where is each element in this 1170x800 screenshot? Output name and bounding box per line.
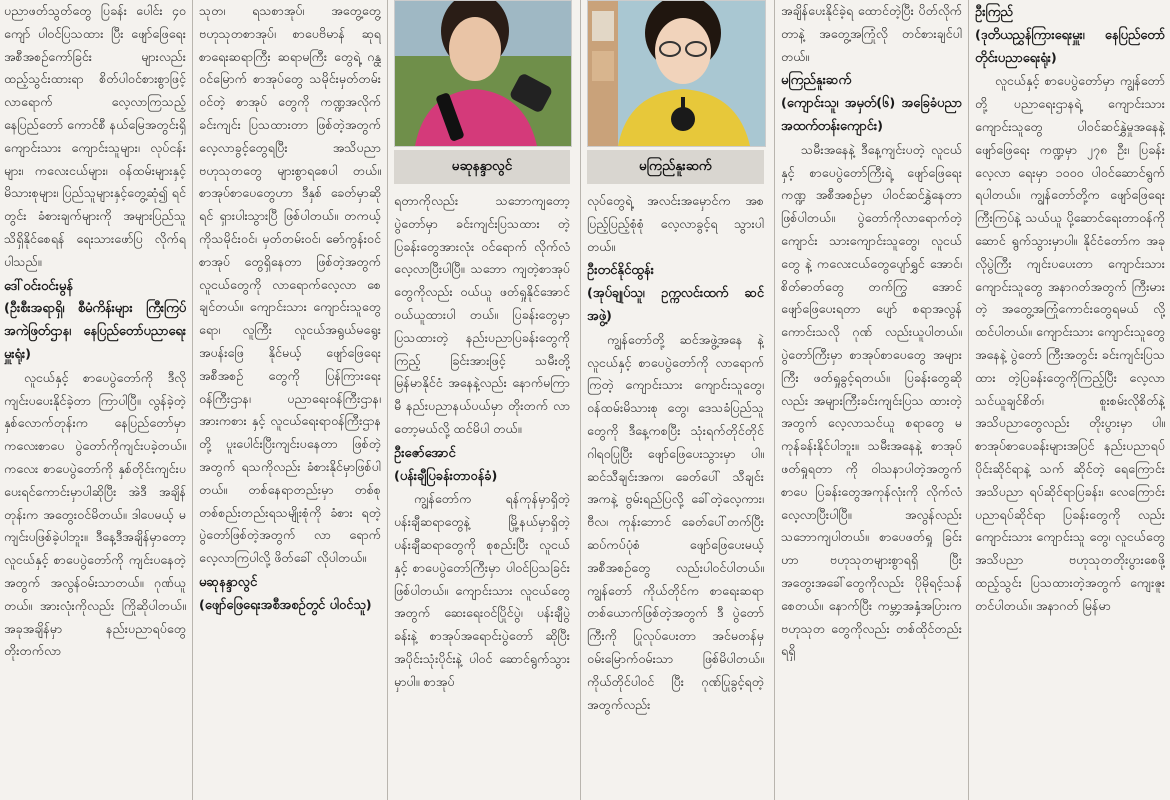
article-paragraph: လုပ်တွေရဲ့ အလင်းအမှောင်က အစ ပြည့်ပြည့်စုံစုံ လေ့လာခွင့်ရ သွားပါတယ်။ [587,193,764,254]
article-paragraph: သုတ၊ ရသစာအုပ်၊ အတွေ့တွေ့ ဗဟုသုတစာအုပ်၊ စာပေဗိမာန် ဆုရစာရေးဆရာကြီး ဆရာမကြီး တွေရဲ့ ဂန္ထဝင်မြောက် စာအုပ်တွေ သမိုင်းမှတ်တမ်းဝင်တဲ့ စာအုပ် တွေကို ကဏ္ဍအလိုက် ခင်းကျင်း ပြသထားတာ ဖြစ်တဲ့အတွက် လေ့လာခွင့်တွေရပြီး အသိပညာ ဗဟုသုတတွေ များစွာရစေပါ တယ်။ စာအုပ်စာပေတွေဟာ ဒီနှစ် ခေတ်မှာဆိုရင် ရှားပါးသွားပြီ ဖြစ်ပါတယ်။ တကယ့်ကိုသမိုင်းဝင်၊ မှတ်တမ်းဝင်၊ ဓော်ကွန်းဝင်စာအုပ် တွေရှိနေတာ ဖြစ်တဲ့အတွက် လူငယ်တွေကို လာရောက်လေ့လာ စေချင်တယ်။ ကျောင်းသား ကျောင်းသူတွေရော၊ လူကြီး လူငယ်အရွယ်မရွေး အပန်းဖြေ နိုင်မယ့် ဖျော်ဖြေရေးအစီအစဉ် တွေကို ပြန်ကြားရေးဝန်ကြီးဌာန၊ ပညာရေးဝန်ကြီးဌာန၊ အားကစား နှင့် လူငယ်ရေးရာဝန်ကြီးဌာနတို့ ပူးပေါင်းပြီးကျင်းပနေတာ ဖြစ်တဲ့ အတွက် ရသကိုလည်း ခံစားနိုင်မှာဖြစ်ပါ တယ်။ တစ်နေရာတည်းမှာ တစ်စု တစ်စည်းတည်းရသမျိုးစုံကို ခံစား ရတဲ့ ပွဲတော်ဖြစ်တဲ့အတွက် လာ ရောက်လေ့လာကြပါလို့ ဖိတ်ခေါ် လိုပါတယ်။ [199,3,381,566]
interviewee-role: (ပန်းချီပြခန်းတာဝန်ခံ) [394,468,498,484]
interviewee-role: (ဦးစီးအရာရှိ၊ စီမံကိန်းများ ကြီးကြပ်အကဲဖြတ်ဌာန၊ နေပြည်တော်ပညာရေးမှူးရုံး) [4,301,186,362]
article-paragraph: လူငယ်နှင့် စာပေပွဲတော်မှာ ကျွန်တော်တို့ ပညာရေးဌာနရဲ့ ကျောင်းသား ကျောင်းသူတွေ ပါဝင်ဆင်နွှဲမှုအနေနဲ့ ဖျော်ဖြေရေး ကဏ္ဍမှာ ၂၇၈ ဦး၊ ပြခန်းလေ့လာ ရေးမှာ ၁၀၀၀ ပါဝင်ဆောင်ရွက် ရပါတယ်။ ကျွန်တော်တို့က ဖျော်ဖြေရေးကြီးကြပ်နဲ့ သယ်ယူ ပို့ဆောင်ရေးတာဝန်ကို ဆောင် ရွက်သွားမှာပါ။ နိုင်ငံတော်က အခုလိုပွဲကြီး ကျင်းပပေးတာ ကျောင်းသား ကျောင်းသူတွေ အနာဂတ်အတွက် ကြီးမားတဲ့ အတွေ့အကြုံကောင်းတွေရမယ် လို့ ထင်ပါတယ်။ ကျောင်းသား ကျောင်းသူတွေအနေနဲ့ ပွဲတော် ကြီးအတွင်း ခင်းကျင်းပြသထား တဲ့ပြခန်းတွေကိုကြည့်ပြီး လေ့လာ သင်ယူချင်စိတ်၊ စူးစမ်းလိုစိတ်နဲ့ အသိပညာတွေလည်း တိုးပွားမှာ ပါ။ စာအုပ်စာပေခန်းများအပြင် နည်းပညာရပ်ပိုင်းဆိုင်ရာနဲ့ သက် ဆိုင်တဲ့ ရေကြောင်းအသိပညာ ရပ်ဆိုင်ရာပြခန်း၊ လေကြောင်း ပညာရပ်ဆိုင်ရာ ပြခန်းတွေကို လည်း ကျောင်းသား ကျောင်းသူ တွေ၊ လူငယ်တွေ အသိပညာ ဗဟုသုတတိုးပွားစေဖို့ ထည့်သွင်း ပြသထားတဲ့အတွက် ကျေးဇူး တင်ပါတယ်။ အနာဂတ် မြန်မာ [975,73,1165,613]
interviewee-role: (အုပ်ချုပ်သူ၊ ဥက္ကလင်းထက် ဆင်အဖွဲ့) [587,286,764,324]
article-paragraph: လူငယ်နှင့် စာပေပွဲတော်ကို ဒီလိုကျင်းပပေးနိုင်ခဲ့တာ ကြာပါပြီ။ လွန်ခဲ့တဲ့နှစ်လောက်တုန်းက နေပြည်တော်မှာ ကလေးစာပေ ပွဲတော်ကိုကျင်းပခဲ့တယ်။ ကလေး စာပေပွဲတော်ကို နှစ်တိုင်းကျင်းပ ပေးရင်ကောင်းမှာပါဆိုပြီး အဲဒီ အချိန်တုန်းက အတွေးဝင်မိတယ်။ ဒါပေမယ့် မကျင်းပဖြစ်ခဲ့ပါဘူး။ ဒီနေ့ဒီအချိန်မှာတော့ လူငယ်နှင့် စာပေပွဲတော်ကို ကျင်းပနေတဲ့ အတွက် အလွန်ဝမ်းသာတယ်။ ဂုဏ်ယူတယ်။ အားလုံးကိုလည်း ကြိုဆိုပါတယ်။ အခုအချိန်မှာ နည်းပညာရပ်တွေ တိုးတက်လာ [4,369,186,659]
portrait-image-1 [395,1,571,146]
photo-caption-1: မဆုနန္ဒာလွင် [394,150,570,184]
column-rule [968,0,969,800]
column-rule [580,0,581,800]
column-rule [192,0,193,800]
article-paragraph: ပညာဖတ်သွတ်တွေ ပြခန်း ပေါင်း ၄၀ ကျော် ပါဝင်ပြသထား ပြီး ဖျော်ဖြေရေး အစီအစဉ်ကော်ခြင်း များလည်း ထည့်သွင်းထားရာ စိတ်ပါဝင်စားစွာဖြင့် လာရောက် လေ့လာကြသည့် နေပြည်တော် ကောင်စီ နယ်မြေအတွင်းရှိ ကျောင်းသား ကျောင်းသူများ၊ လုပ်ငန်းများ၊ ကလေးငယ်များ၊ ဝန်ထမ်းများနှင့် မိသားစုများ၊ ပြည်သူများနှင့်တွေ့ဆုံ၍ ရင်တွင်း ခံစားချက်များကို အများပြည်သူ သိရှိနိုင်စေရန် ရေးသားဖော်ပြ လိုက်ရပါသည်။ [4,3,186,269]
text-column-1 [4,0,186,800]
interviewee-name: မကြည်နူးဆက် [781,73,852,89]
photo-interviewee-1 [394,0,572,147]
interviewee-name: ဦးတင်နိုင်ထွန်း [587,263,654,279]
text-column-6 [975,0,1165,800]
article-paragraph: အချိန်ပေးနိုင်ခဲ့ရ ထောင်တဲ့ပြီး ပိတ်လိုက်တာနဲ့ အတွေ့အကြုံလို တင်စားချင်ပါတယ်။ [781,3,962,64]
interviewee-name: ဦးကြည် [975,5,1013,20]
article-paragraph: ကျွန်တော်က ရန်ကုန်မှာရှိတဲ့ ပန်းချီဆရာတွေနဲ့ မြို့နယ်မှာရှိတဲ့ ပန်းချီဆရာတွေကို စုစည်းပြီး လူငယ်နှင့် စာပေပွဲတော်ကြီးမှာ ပါဝင်ပြသခြင်း ဖြစ်ပါတယ်။ ကျောင်းသား လူငယ်တွေအတွက် ဆေးရေးဝင်ပြိုင်ပွဲ၊ ပန်းချီပွဲ ခန်းနဲ့ စာအုပ်အရောင်းပွဲတော် ဆိုပြီး အပိုင်းသုံးပိုင်းနဲ့ ပါဝင် ဆောင်ရွက်သွားမှာပါ။ စာအုပ် [394,491,570,689]
article-paragraph: သမီးအနေနဲ့ ဒီနေ့ကျင်းပတဲ့ လူငယ်နှင့် စာပေပွဲတော်ကြီးရဲ့ ဖျော်ဖြေရေးကဏ္ဍ အစီအစဉ်မှာ ပါဝင်ဆင်နွှဲနေတာ ဖြစ်ပါတယ်။ ပွဲတော်ကိုလာရောက်တဲ့ ကျောင်း သားကျောင်းသူတွေ၊ လူငယ်တွေ နဲ့ ကလေးငယ်တွေပျော်ရွှင် အောင်၊ စိတ်ဓာတ်တွေ တက်ကြွ အောင် ဖျော်ဖြေပေးရတာ ပျော် စရာအလွန်ကောင်းသလို ဂုဏ် လည်းယူပါတယ်။ ပွဲတော်ကြီးမှာ စာအုပ်စာပေတွေ အများကြီး ဖတ်ရှုခွင့်ရတယ်။ ပြခန်းတွေဆို လည်း အများကြီးခင်းကျင်းပြသ ထားတဲ့အတွက် လေ့လာသင်ယူ စရာတွေ မကုန်ခန်းနိုင်ပါဘူး။ သမီးအနေနဲ့ စာအုပ်ဖတ်ရှုရတာ ကို ဝါသနာပါတဲ့အတွက် စာပေ ပြခန်းတွေအကုန်လုံးကို လိုက်လံ လေ့လာပြီးပါပြီ။ အလွန်လည်း သဘောကျပါတယ်။ စာပေဖတ်ရှု ခြင်းဟာ ဗဟုသုတများစွာရရှိ ပြီး အတွေးအခေါ်တွေကိုလည်း ပိုမိုရင့်သန်စေတယ်။ နောက်ပြီး ကမ္ဘာ့အနှံ့အပြားက ဗဟုသုတ တွေကိုလည်း တစ်ထိုင်တည်း ရရှိ [781,141,962,659]
text-column-4 [587,190,764,800]
column-rule [387,0,388,800]
interviewee-role: (ဖျော်ဖြေရေးအစီအစဉ်တွင် ပါဝင်သူ) [199,597,372,613]
interviewee-name: ဦးဇော်အောင် [394,445,456,461]
text-column-3 [394,190,570,800]
interviewee-role: (ဒုတိယညွှန်ကြားရေးမှူး၊ နေပြည်တော်တိုင်းပညာရေးရုံး) [975,27,1165,66]
interviewee-name: ဒေါ်ဝင်းဝင်းမွန် [4,278,73,294]
interviewee-role: (ကျောင်းသူ၊ အမှတ်(၆) အခြေခံပညာ အထက်တန်းကျောင်း) [781,96,962,134]
column-rule [774,0,775,800]
portrait-image-2 [588,1,765,146]
article-paragraph: ကျွန်တော်တို့ ဆင်အဖွဲ့အနေ နဲ့ လူငယ်နှင့် စာပေပွဲတော်ကို လာရောက်ကြတဲ့ ကျောင်းသား ကျောင်းသူတွေ၊ ဝန်ထမ်းမိသားစု တွေ၊ ဒေသခံပြည်သူတွေကို ဒီနေ့ကစပြီး သုံးရက်တိုင်တိုင် ဂါရဝပြုပြီး ဖျော်ဖြေပေးသွားမှာ ပါ။ ဆင်သီချင်းအက၊ ခေတ်ပေါ် သီချင်းအကနဲ့ ဗွမ်းရည်ပြလို့ ခေါ်တဲ့လေ့ကား၊ ဗီလ၊ ကုန်းဘောင် ခေတ်ပေါ်တက်ပြီး ဆပ်ကပ်ပုံစံ ဖျော်ဖြေပေးမယ့် အစီအစဉ်တွေ လည်းပါဝင်ပါတယ်။ ကျွန်တော် ကိုယ်တိုင်က စာရေးဆရာ တစ်ယောက်ဖြစ်တဲ့အတွက် ဒီ ပွဲတော်ကြီးကို ပြုလုပ်ပေးတာ အင်မတန်မှ ဝမ်းမြောက်ဝမ်းသာ ဖြစ်မိပါတယ်။ ကိုယ်တိုင်ပါဝင် ပြီး ဂုဏ်ပြုခွင့်ရတဲ့အတွက်လည်း [587,331,764,712]
text-column-5 [781,0,962,800]
photo-caption-2: မကြည်နူးဆက် [587,150,764,184]
article-paragraph: ရတာကိုလည်း သဘောကျတော့ ပွဲတော်မှာ ခင်းကျင်းပြသထား တဲ့ ပြခန်းတွေအားလုံး ဝင်ရောက် လိုက်လံလေ့လာပြီးပါပြီ။ သဘော ကျတဲ့စာအုပ်တွေကိုလည်း ဝယ်ယူ ဖတ်ရှုနိုင်အောင် ဝယ်ယူထားပါ တယ်။ ပြခန်းတွေမှာ ပြသထားတဲ့ နည်းပညာပြခန်းတွေကို ကြည့် ခြင်းအားဖြင့် သမီးတို့ မြန်မာနိုင်ငံ အနေနဲ့လည်း နောက်မကြာမီ နည်းပညာနယ်ပယ်မှာ တိုးတက် လာတော့မယ်လို့ ထင်မိပါ တယ်။ [394,193,570,436]
interviewee-name: မဆုနန္ဒာလွင် [199,574,258,590]
text-column-2 [199,0,381,800]
photo-interviewee-2 [587,0,766,147]
